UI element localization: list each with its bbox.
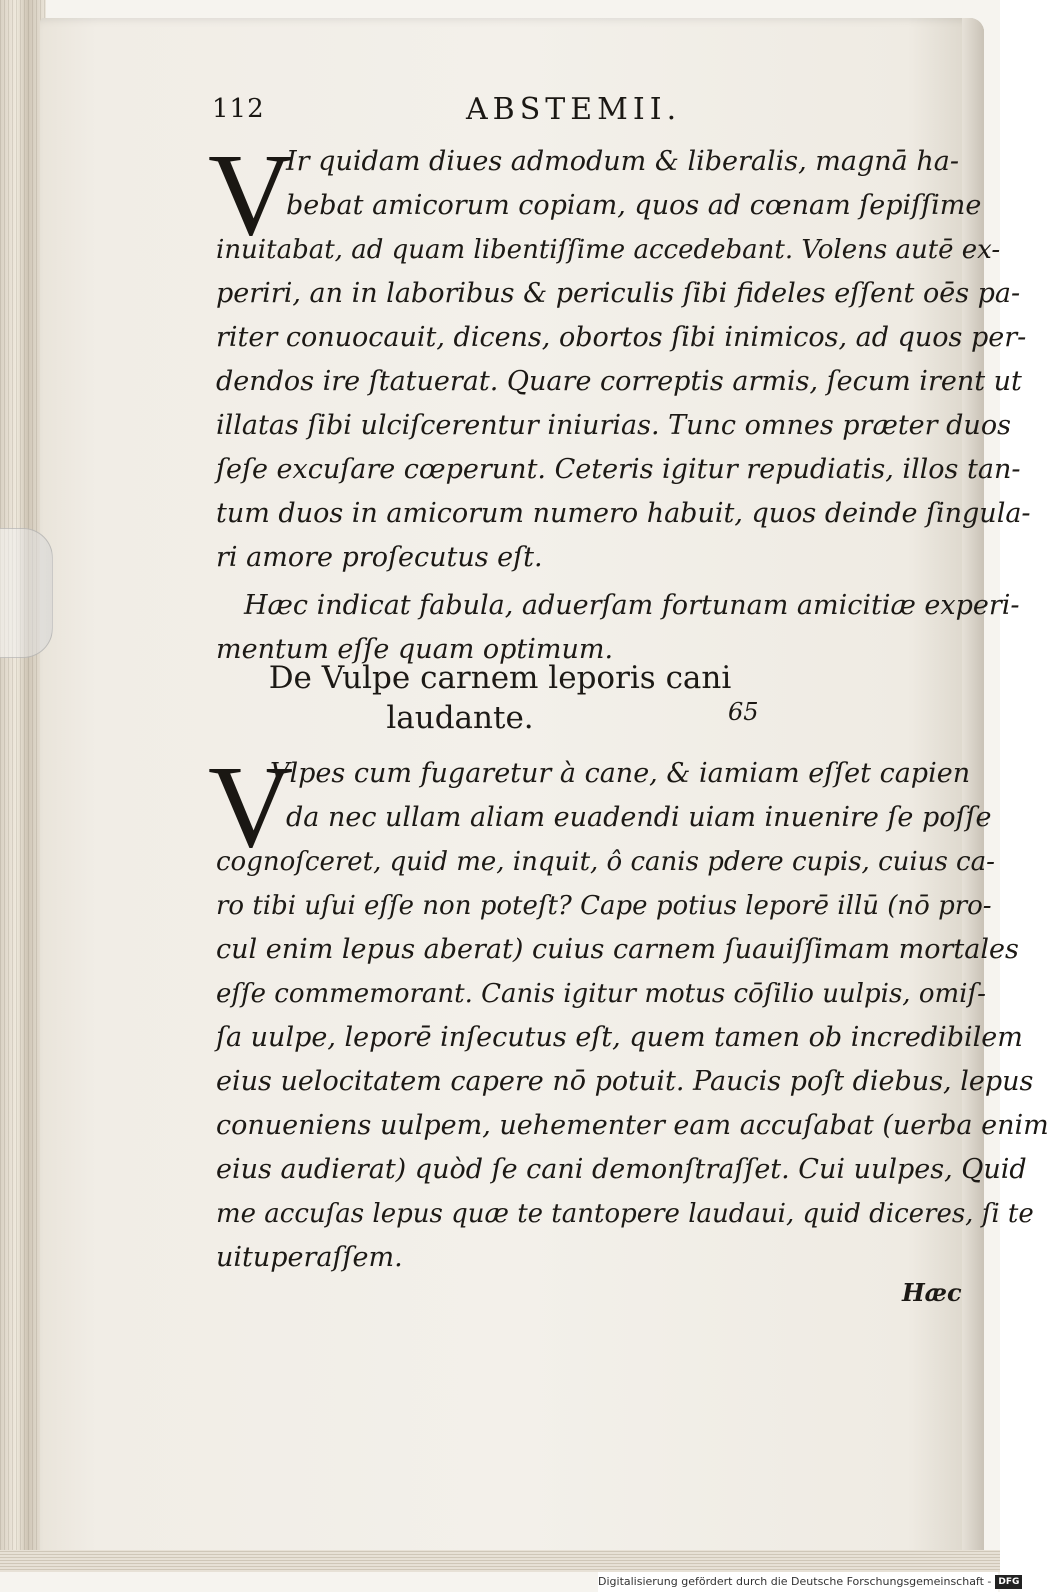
page-bottom-edge (0, 1550, 1000, 1572)
text-line: uituperaſſem. (216, 1242, 403, 1273)
dropcap: V (208, 741, 294, 872)
moral-line: Hæc indicat fabula, aduerſam fortunam amicitiæ experi- (244, 590, 1020, 621)
footer-text: Digitalisierung gefördert durch die Deutsche Forschungsgemeinschaft - (598, 1575, 992, 1588)
text-line: inuitabat, ad quam libentiſſime accedebant. Volens autē ex- (216, 235, 1001, 265)
text-line: illatas ſibi ulciſcerentur iniurias. Tunc omnes præter duos (216, 410, 1011, 441)
text-line: bebat amicorum copiam, quos ad cœnam ſepiſſime (286, 190, 982, 221)
moral-line: mentum eſſe quam optimum. (216, 634, 614, 665)
catchword: Hæc (902, 1278, 962, 1307)
text-line: Ir quidam diues admodum & liberalis, magnā ha- (286, 146, 959, 177)
text-line: ſeſe excuſare cœperunt. Ceteris igitur repudiatis, illos tan- (216, 454, 1021, 485)
text-line: ri amore proſecutus eſt. (216, 542, 543, 573)
dropcap: V (208, 129, 294, 260)
text-line: cul enim lepus aberat) cuius carnem ſuauiſſimam mortales (216, 934, 1019, 965)
plastic-clip (0, 528, 53, 658)
text-line: riter conuocauit, dicens, obortos ſibi inimicos, ad quos per- (216, 322, 1027, 353)
text-line: periri, an in laboribus & periculis ſibi fideles eſſent oēs pa- (216, 278, 1021, 309)
text-line: dendos ire ſtatuerat. Quare correptis armis, ſecum irent ut (216, 366, 1022, 397)
text-line: conueniens uulpem, uehementer eam accuſabat (uerba enim (216, 1110, 1049, 1141)
text-line: ſa uulpe, leporē inſecutus eſt, quem tamen ob incredibilem (216, 1022, 1023, 1053)
page-number: 112 (212, 94, 265, 124)
text-line: da nec ullam aliam euadendi uiam inuenire ſe poſſe (286, 802, 992, 833)
dfg-logo: DFG (995, 1575, 1022, 1589)
text-line: eius audierat) quòd ſe cani demonſtraſſet. Cui uulpes, Quid (216, 1154, 1027, 1185)
fable-title: De Vulpe carnem leporis cani (268, 660, 732, 696)
text-line: ro tibi uſui eſſe non poteſt? Cape potius leporē illū (nō pro- (216, 891, 992, 921)
text-line: Vlpes cum fugaretur à cane, & iamiam eſſet capien (270, 758, 971, 789)
text-line: me accuſas lepus quæ te tantopere laudaui, quid diceres, ſi te (216, 1199, 1034, 1229)
text-line: cognoſceret, quid me, inquit, ô canis pdere cupis, cuius ca- (216, 847, 995, 877)
text-line: eſſe commemorant. Canis igitur motus cōſilio uulpis, omiſ- (216, 979, 986, 1009)
digitization-footer (598, 1572, 1020, 1592)
running-head: ABSTEMII. (466, 92, 682, 127)
fable-title-cont: laudante. (386, 700, 534, 736)
text-line: tum duos in amicorum numero habuit, quos deinde ſingula- (216, 498, 1031, 529)
fable-number: 65 (728, 698, 759, 726)
text-line: eius uelocitatem capere nō potuit. Paucis poſt diebus, lepus (216, 1066, 1034, 1097)
